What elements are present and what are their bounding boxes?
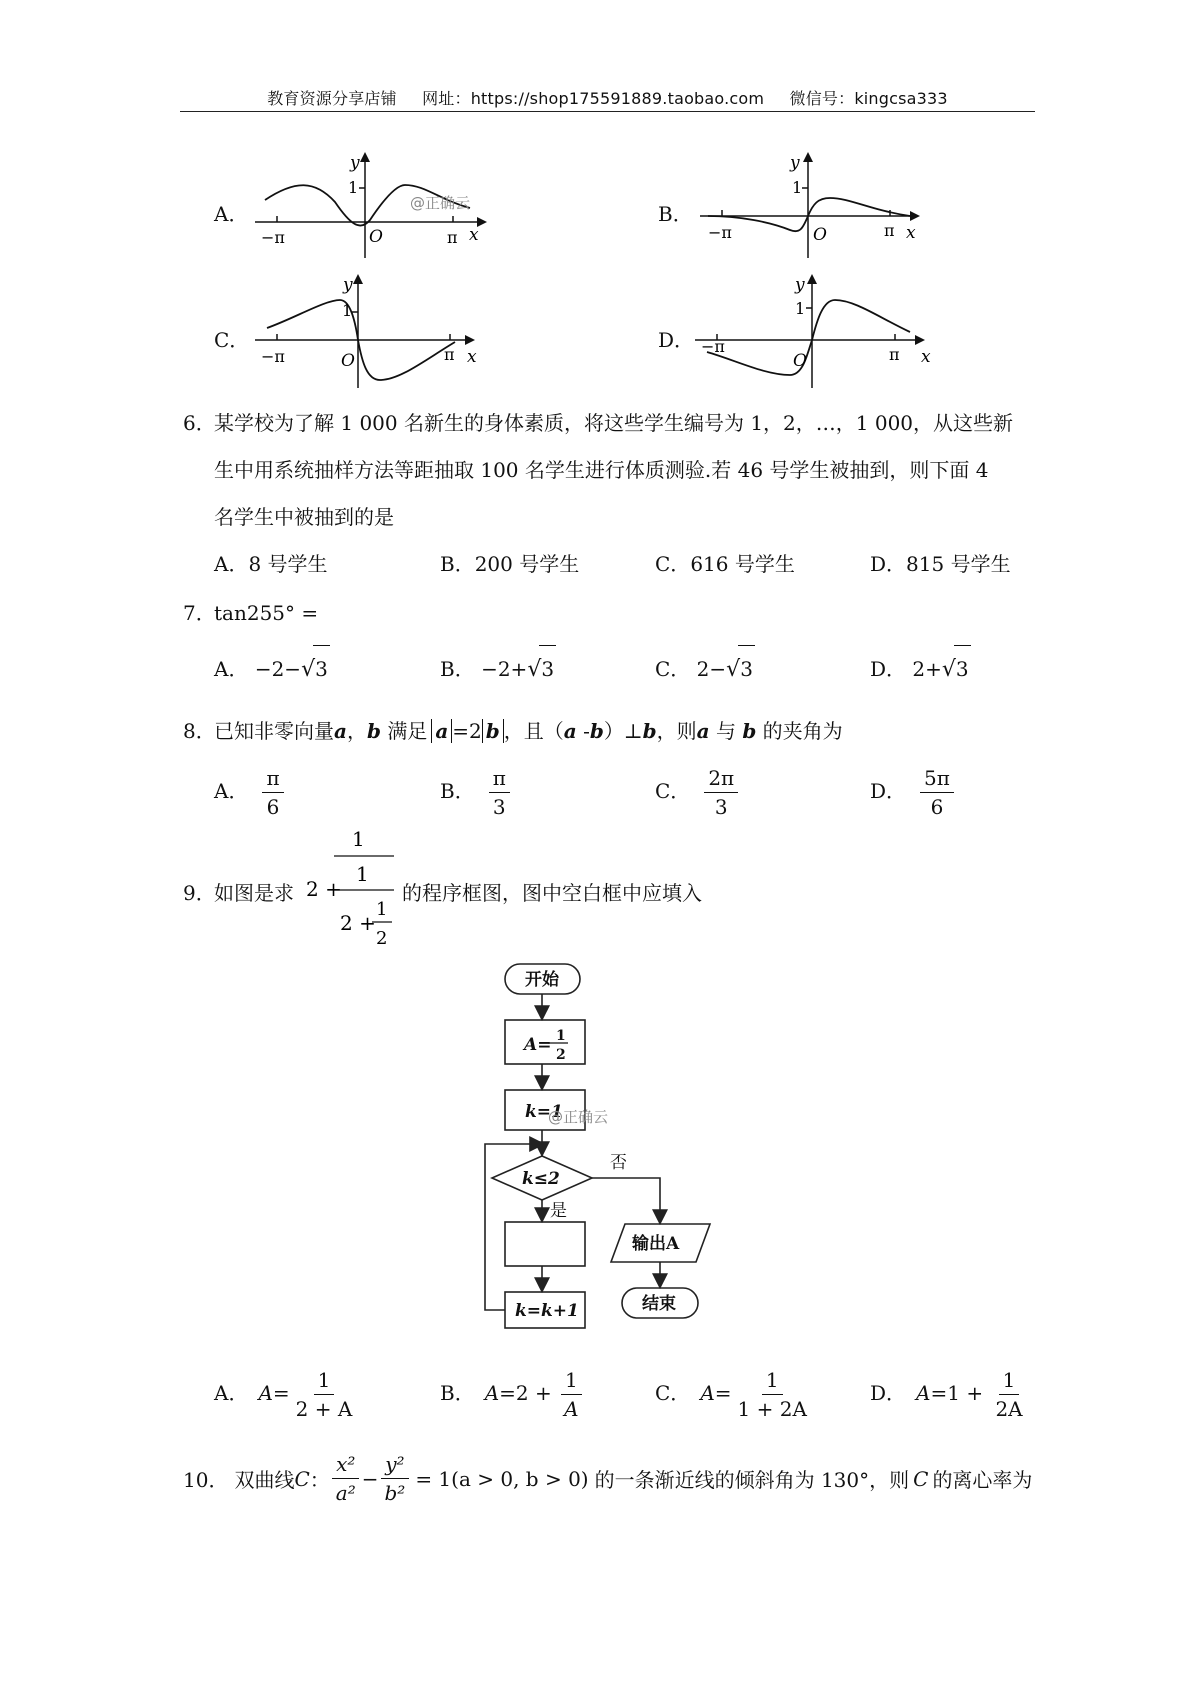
q6-option-a-label: A．	[214, 552, 249, 576]
q10-minus: −	[361, 1466, 379, 1491]
q8-option-d	[870, 766, 956, 819]
q6-line3: 名学生中被抽到的是	[214, 505, 394, 529]
q9-option-c	[655, 1368, 813, 1421]
q9-option-c-num: 1	[762, 1368, 783, 1395]
q10-stem-b: 的一条渐近线的倾斜角为 130°，则	[594, 1468, 910, 1492]
q9-cf-two: 2 +	[306, 877, 342, 901]
q9-option-b	[440, 1368, 585, 1421]
q9-option-a-den: 2 + A	[295, 1397, 353, 1421]
q9-option-d-pre: 1 +	[947, 1381, 990, 1405]
q8-vec-a3: a	[696, 719, 710, 743]
q5d-pi-label: π	[889, 345, 900, 364]
q5b-pi-label: π	[884, 221, 895, 240]
q5d-x-label: x	[921, 347, 931, 367]
q5b-origin-label: O	[813, 225, 827, 245]
q5a-one-label: 1	[348, 178, 359, 197]
q8-option-c-den: 3	[714, 795, 728, 819]
header-site	[422, 89, 764, 108]
page-header	[180, 86, 1035, 109]
flow-yes-label: 是	[550, 1201, 567, 1221]
q9-flowchart	[470, 958, 770, 1338]
q8-option-a-frac	[262, 766, 283, 819]
q6-line1: 某学校为了解 1 000 名新生的身体素质，将这些学生编号为 1，2，…，1 000，从这些新	[214, 411, 1014, 435]
q5c-pi-label: π	[444, 345, 455, 364]
q5a-x-label: x	[469, 225, 479, 245]
q9-option-a-frac	[292, 1368, 357, 1421]
q6-option-b-label: B．	[440, 552, 475, 576]
q9-cf-top-one: 1	[352, 827, 365, 851]
q5d-y-label: y	[795, 275, 805, 295]
q9-option-b-pre: 2 +	[515, 1381, 559, 1405]
q5a-origin-label: O	[369, 227, 383, 247]
q6-option-c-text: 616 号学生	[690, 552, 795, 576]
q9-option-c-frac	[734, 1368, 811, 1421]
sqrt-icon: √	[726, 657, 741, 682]
header-rule	[180, 111, 1035, 112]
q5-option-d-label: D．	[658, 328, 695, 352]
q7-number: 7．	[183, 601, 216, 625]
q8-option-c-frac	[704, 766, 738, 819]
q8-option-a-den: 6	[266, 795, 280, 819]
q10-c: C	[294, 1466, 310, 1491]
q8-number: 8．	[183, 719, 216, 743]
q9-option-b-frac	[560, 1368, 582, 1421]
q9-number: 9．	[183, 881, 216, 905]
sqrt-icon: √	[527, 657, 542, 682]
q7-option-a-rad: 3	[313, 645, 330, 692]
q8-option-a	[214, 766, 286, 819]
q5-option-c-label: C．	[214, 328, 250, 352]
q9-option-b-den: A	[564, 1397, 579, 1421]
flow-start-label: 开始	[525, 970, 559, 990]
q6-option-a-text: 8 号学生	[248, 552, 328, 576]
q9-option-a-lhs: A=	[258, 1381, 290, 1405]
q8-vec-b2: b	[589, 719, 604, 743]
q9-option-b-label: B．	[440, 1381, 475, 1405]
flow-increment-label: k=k+1	[515, 1301, 579, 1321]
q7-option-d-label: D．	[870, 657, 907, 681]
q7-stem: tan255° =	[214, 601, 319, 625]
q7-option-a-pre: −2−	[254, 657, 302, 681]
q8-vec-b: b	[366, 719, 381, 743]
q8-vec-a: a	[334, 719, 347, 743]
q10-y2: y²	[381, 1452, 408, 1479]
q7-option-b-label: B．	[440, 657, 475, 681]
q6-option-c-label: C．	[655, 552, 691, 576]
q5a-pi-label: π	[447, 228, 458, 247]
q5c-x-label: x	[467, 347, 477, 367]
q9-option-d-lhs: A=	[916, 1381, 948, 1405]
q8-vec-b3: b	[642, 719, 657, 743]
header-wechat-id: kingcsa333	[854, 89, 948, 108]
q9-option-c-label: C．	[655, 1381, 691, 1405]
q8-option-b-label: B．	[440, 779, 475, 803]
q9-option-a-num: 1	[314, 1368, 335, 1395]
q10-a2: a²	[335, 1481, 356, 1505]
q8-option-b	[440, 766, 512, 819]
q5d-one-label: 1	[795, 299, 806, 318]
q9-option-a	[214, 1368, 358, 1421]
header-site-url: https://shop175591889.taobao.com	[470, 89, 765, 108]
q8-stem	[214, 708, 843, 754]
flow-no-label: 否	[610, 1153, 627, 1173]
q5c-one-label: 1	[342, 301, 353, 320]
flow-watermark: @正确云	[548, 1108, 609, 1126]
q8-option-d-frac	[920, 766, 954, 819]
q6-option-d-label: D．	[870, 552, 907, 576]
q5-graph-a	[255, 150, 495, 260]
q7-option-b-rad: 3	[539, 645, 556, 692]
q9-option-d-label: D．	[870, 1381, 907, 1405]
flow-assign-a-num: 1	[556, 1028, 566, 1044]
q10-stem	[183, 1452, 1032, 1505]
flow-assign-a-den: 2	[556, 1047, 566, 1063]
sqrt-icon: √	[941, 657, 956, 682]
q5-option-a-label: A．	[214, 202, 249, 226]
q10-frac-y	[380, 1452, 409, 1505]
header-wechat	[790, 89, 948, 108]
q9-stem-post: 的程序框图，图中空白框中应填入	[402, 881, 702, 905]
q7-option-d	[870, 645, 971, 693]
q8-option-b-num: π	[489, 766, 510, 793]
q8-option-b-den: 3	[492, 795, 506, 819]
q8-option-c	[655, 766, 740, 819]
q5a-y-label: y	[350, 153, 360, 173]
q8-stem-b: 满足	[387, 719, 428, 743]
q6-line2: 生中用系统抽样方法等距抽取 100 名学生进行体质测验.若 46 号学生被抽到，则下面 4	[214, 458, 989, 482]
q9-option-d-frac	[991, 1368, 1026, 1421]
q7-option-a-label: A．	[214, 657, 249, 681]
q5-graph-b	[700, 150, 940, 260]
q10-x2: x²	[332, 1452, 359, 1479]
q9-stem-pre: 如图是求	[214, 881, 294, 905]
q8-option-d-den: 6	[930, 795, 944, 819]
q6-option-b	[440, 541, 579, 587]
q9-option-d-den: 2A	[995, 1397, 1023, 1421]
q6-option-a	[214, 541, 328, 587]
q6-option-d-text: 815 号学生	[906, 552, 1011, 576]
q7-option-a	[214, 645, 330, 693]
flow-end-label: 结束	[642, 1294, 676, 1314]
flow-output-label: 输出A	[632, 1234, 680, 1254]
q5d-origin-label: O	[793, 351, 807, 371]
q9-option-b-lhs: A=	[484, 1381, 516, 1405]
flow-condition-label: k≤2	[522, 1169, 560, 1189]
q5-option-b-label: B．	[658, 202, 693, 226]
q8-option-a-num: π	[262, 766, 283, 793]
q8-eq: =2	[452, 719, 482, 743]
q9-option-d-num: 1	[999, 1368, 1020, 1395]
q5b-y-label: y	[790, 153, 800, 173]
q5c-negpi-label: −π	[261, 347, 285, 366]
q8-abs-b-inner: b	[485, 719, 500, 743]
q9-cf-two-plus: 2 +	[340, 911, 376, 935]
q10-colon: ：	[309, 1468, 330, 1492]
q8-option-a-label: A．	[214, 779, 249, 803]
q9-continued-fraction	[300, 826, 400, 956]
q8-option-d-num: 5π	[920, 766, 954, 793]
q5a-watermark: @正确云	[410, 194, 471, 212]
q7-option-d-rad: 3	[954, 645, 971, 692]
q8-vec-b4: b	[742, 719, 757, 743]
q8-option-c-label: C．	[655, 779, 691, 803]
q9-option-a-label: A．	[214, 1381, 249, 1405]
q8-vec-a2: a	[563, 719, 577, 743]
q9-cf-half-num: 1	[376, 899, 388, 920]
q9-option-b-num: 1	[561, 1368, 582, 1395]
q8-option-b-frac	[489, 766, 510, 819]
q8-minus: -	[576, 719, 590, 743]
q9-option-d	[870, 1368, 1029, 1421]
q10-stem-c: 的离心率为	[932, 1468, 1033, 1492]
q10-stem-a: 双曲线	[234, 1468, 295, 1492]
q7-option-c	[655, 645, 755, 693]
q5b-x-label: x	[906, 223, 916, 243]
q10-eq-rest: = 1(a > 0, b > 0)	[415, 1466, 589, 1491]
q7-option-b	[440, 645, 556, 693]
q6-number: 6．	[183, 411, 216, 435]
q6-option-b-text: 200 号学生	[474, 552, 580, 576]
q10-c2: C	[913, 1466, 929, 1491]
q8-stem-g: 的夹角为	[762, 719, 843, 743]
q8-stem-d: ）⊥	[603, 719, 643, 743]
q5-graph-d	[695, 270, 945, 395]
header-wechat-label: 微信号：	[789, 89, 855, 108]
q7-option-d-pre: 2+	[912, 657, 942, 681]
q7-option-b-pre: −2+	[481, 657, 528, 681]
q8-option-d-label: D．	[870, 779, 907, 803]
q9-option-c-lhs: A=	[700, 1381, 732, 1405]
q8-stem-a: 已知非零向量	[214, 719, 334, 743]
q9-cf-half-den: 2	[376, 928, 388, 949]
q8-stem-f: 与	[715, 719, 736, 743]
header-site-label: 网址：	[422, 89, 471, 108]
q8-comma: ，	[346, 719, 367, 743]
flow-assign-a-lhs: A=	[524, 1035, 552, 1055]
flow-empty-box	[505, 1222, 585, 1266]
q5b-negpi-label: −π	[708, 223, 732, 242]
q5c-origin-label: O	[341, 351, 355, 371]
header-store: 教育资源分享店铺	[267, 89, 397, 108]
q5-graph-c	[255, 270, 495, 395]
q5c-y-label: y	[343, 275, 353, 295]
q6-option-d	[870, 541, 1011, 587]
q10-number: 10．	[183, 1468, 229, 1492]
q8-stem-c: ，且（	[503, 719, 564, 743]
q5d-negpi-label: −π	[701, 337, 725, 356]
q8-abs-a	[431, 719, 452, 743]
q7-option-c-pre: 2−	[696, 657, 727, 681]
q8-option-c-num: 2π	[704, 766, 738, 793]
q7-option-c-label: C．	[655, 657, 691, 681]
q8-stem-e: ，则	[656, 719, 697, 743]
q10-b2: b²	[384, 1481, 406, 1505]
q9-cf-mid-one: 1	[356, 862, 369, 886]
q8-abs-b	[482, 719, 504, 743]
q5b-one-label: 1	[792, 178, 803, 197]
q5a-negpi-label: −π	[261, 228, 285, 247]
q8-abs-a-inner: a	[435, 719, 449, 743]
q6-option-c	[655, 541, 795, 587]
flow-assign-k-label: k=1	[525, 1102, 563, 1122]
q9-option-c-den: 1 + 2A	[737, 1397, 807, 1421]
q10-frac-x	[332, 1452, 360, 1505]
q7-option-c-rad: 3	[738, 645, 755, 692]
sqrt-icon: √	[301, 657, 316, 682]
